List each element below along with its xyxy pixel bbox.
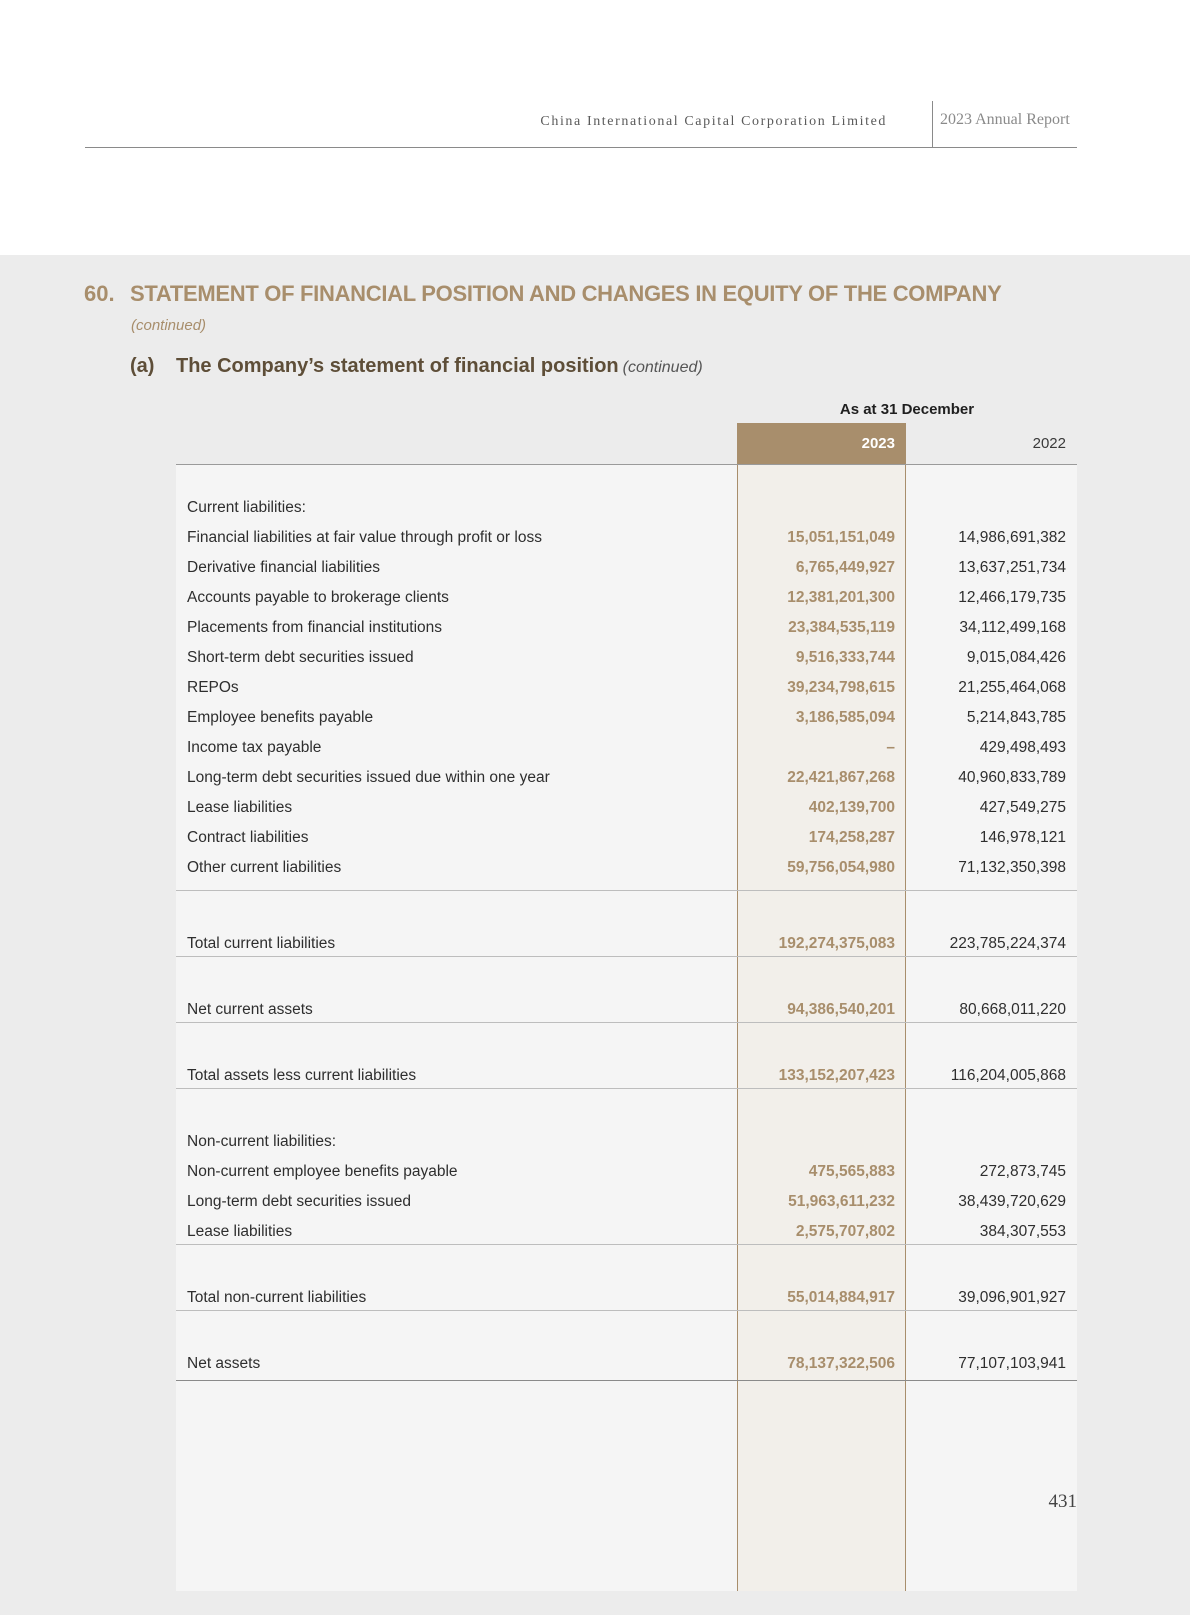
- value-2022: 14,986,691,382: [958, 529, 1066, 546]
- net-assets-row: [176, 1349, 1077, 1379]
- row-label: Long-term debt securities issued: [187, 1193, 412, 1210]
- value-2023: 15,051,151,049: [787, 529, 895, 546]
- value-2023: 192,274,375,083: [778, 935, 895, 952]
- table-row: [176, 1157, 1077, 1187]
- row-divider: [176, 1244, 1077, 1245]
- noncurrent-liabilities-heading-row: [176, 1127, 1077, 1157]
- as-at-heading: As at 31 December: [839, 401, 975, 418]
- row-label: Contract liabilities: [187, 829, 309, 846]
- header-separator: [932, 101, 933, 147]
- row-label: Total current liabilities: [187, 935, 336, 952]
- table-row: [176, 853, 1077, 883]
- value-2022: 427,549,275: [979, 799, 1066, 816]
- header-report-title: 2023 Annual Report: [940, 111, 1070, 128]
- total-noncurrent-liabilities-row: [176, 1283, 1077, 1313]
- value-2022: 13,637,251,734: [958, 559, 1066, 576]
- row-label: Total non-current liabilities: [187, 1289, 367, 1306]
- row-label: Net current assets: [187, 1001, 313, 1018]
- header-rule: [85, 147, 1077, 148]
- value-2023: 174,258,287: [808, 829, 895, 846]
- value-2022: 34,112,499,168: [959, 619, 1066, 636]
- value-2022: 384,307,553: [979, 1223, 1066, 1240]
- table-row: [176, 733, 1077, 763]
- section-title: STATEMENT OF FINANCIAL POSITION AND CHANGES IN EQUITY OF THE COMPANY: [130, 281, 1002, 306]
- subsection-continued: (continued): [622, 359, 703, 376]
- row-divider: [176, 1088, 1077, 1089]
- total-current-liabilities-row: [176, 929, 1077, 959]
- table-row: [176, 613, 1077, 643]
- value-2023: 6,765,449,927: [795, 559, 895, 576]
- table-row: [176, 643, 1077, 673]
- value-2023: 402,139,700: [808, 799, 895, 816]
- value-2023: 2,575,707,802: [795, 1223, 895, 1240]
- row-divider: [176, 890, 1077, 891]
- net-current-assets-row: [176, 995, 1077, 1025]
- value-2022: 9,015,084,426: [966, 649, 1066, 666]
- row-divider: [176, 1022, 1077, 1023]
- value-2022: 12,466,179,735: [958, 589, 1066, 606]
- value-2023: 475,565,883: [808, 1163, 895, 1180]
- row-label: REPOs: [187, 679, 239, 696]
- value-2022: 21,255,464,068: [958, 679, 1066, 696]
- page-content: [0, 255, 1190, 1615]
- value-2023: 39,234,798,615: [787, 679, 895, 696]
- table-row: [176, 703, 1077, 733]
- row-label: Placements from financial institutions: [187, 619, 443, 636]
- value-2023: 51,963,611,232: [788, 1193, 895, 1210]
- row-label: Non-current employee benefits payable: [187, 1163, 458, 1180]
- value-2022: 429,498,493: [979, 739, 1066, 756]
- row-label: Income tax payable: [187, 739, 322, 756]
- table-row: [176, 673, 1077, 703]
- current-liabilities-heading-row: [176, 493, 1077, 523]
- value-2023: 59,756,054,980: [787, 859, 895, 876]
- page-number: 431: [1048, 1491, 1077, 1512]
- row-label: Other current liabilities: [187, 859, 342, 876]
- value-2022: 38,439,720,629: [958, 1193, 1066, 1210]
- value-2022: 223,785,224,374: [949, 935, 1066, 952]
- value-2022: 272,873,745: [979, 1163, 1066, 1180]
- value-2022: 71,132,350,398: [958, 859, 1066, 876]
- value-2022: 5,214,843,785: [966, 709, 1066, 726]
- value-2022: 80,668,011,220: [959, 1001, 1066, 1018]
- value-2022: 77,107,103,941: [958, 1355, 1066, 1372]
- value-2023: 22,421,867,268: [787, 769, 895, 786]
- total-assets-less-current-liabilities-row: [176, 1061, 1077, 1091]
- subsection-title: [176, 355, 703, 378]
- table-row: [176, 583, 1077, 613]
- section-continued: (continued): [131, 317, 207, 334]
- row-divider: [176, 956, 1077, 957]
- value-2023: 133,152,207,423: [778, 1067, 895, 1084]
- section-number: 60.: [84, 281, 115, 306]
- column-header-2022: 2022: [1032, 435, 1066, 452]
- value-2022: 40,960,833,789: [958, 769, 1066, 786]
- table-row: [176, 823, 1077, 853]
- row-label: Net assets: [187, 1355, 261, 1372]
- value-2023: 9,516,333,744: [795, 649, 895, 666]
- header-company-name: China International Capital Corporation Limited: [540, 114, 887, 129]
- page-header: [0, 0, 1190, 255]
- row-label: Financial liabilities at fair value through profit or loss: [187, 529, 542, 546]
- value-2022: 146,978,121: [979, 829, 1066, 846]
- value-2022: 39,096,901,927: [958, 1289, 1066, 1306]
- row-label: Employee benefits payable: [187, 709, 374, 726]
- table-row: [176, 763, 1077, 793]
- table-row: [176, 793, 1077, 823]
- table-row: [176, 1187, 1077, 1217]
- value-2022: 116,204,005,868: [950, 1067, 1066, 1084]
- subsection-title-text: The Company’s statement of financial position: [176, 355, 619, 377]
- value-2023: 94,386,540,201: [787, 1001, 895, 1018]
- row-label: Short-term debt securities issued: [187, 649, 414, 666]
- table-row: [176, 553, 1077, 583]
- value-2023: –: [886, 739, 895, 756]
- table-row: [176, 523, 1077, 553]
- value-2023: 3,186,585,094: [795, 709, 895, 726]
- column-header-2023: 2023: [737, 423, 906, 464]
- row-divider: [176, 1310, 1077, 1311]
- row-label: Lease liabilities: [187, 1223, 293, 1240]
- row-label: Derivative financial liabilities: [187, 559, 380, 576]
- row-label: Non-current liabilities:: [187, 1133, 337, 1150]
- value-2023: 55,014,884,917: [787, 1289, 895, 1306]
- table-row: [176, 1217, 1077, 1247]
- row-label: Current liabilities:: [187, 499, 306, 516]
- row-label: Accounts payable to brokerage clients: [187, 589, 449, 606]
- value-2023: 23,384,535,119: [788, 619, 895, 636]
- subsection-label: (a): [130, 355, 155, 377]
- value-2023: 78,137,322,506: [787, 1355, 895, 1372]
- table-bottom-rule: [176, 1380, 1077, 1381]
- row-label: Lease liabilities: [187, 799, 293, 816]
- row-label: Total assets less current liabilities: [187, 1067, 417, 1084]
- row-label: Long-term debt securities issued due within one year: [187, 769, 550, 786]
- value-2023: 12,381,201,300: [787, 589, 895, 606]
- header-underline: [176, 464, 1077, 465]
